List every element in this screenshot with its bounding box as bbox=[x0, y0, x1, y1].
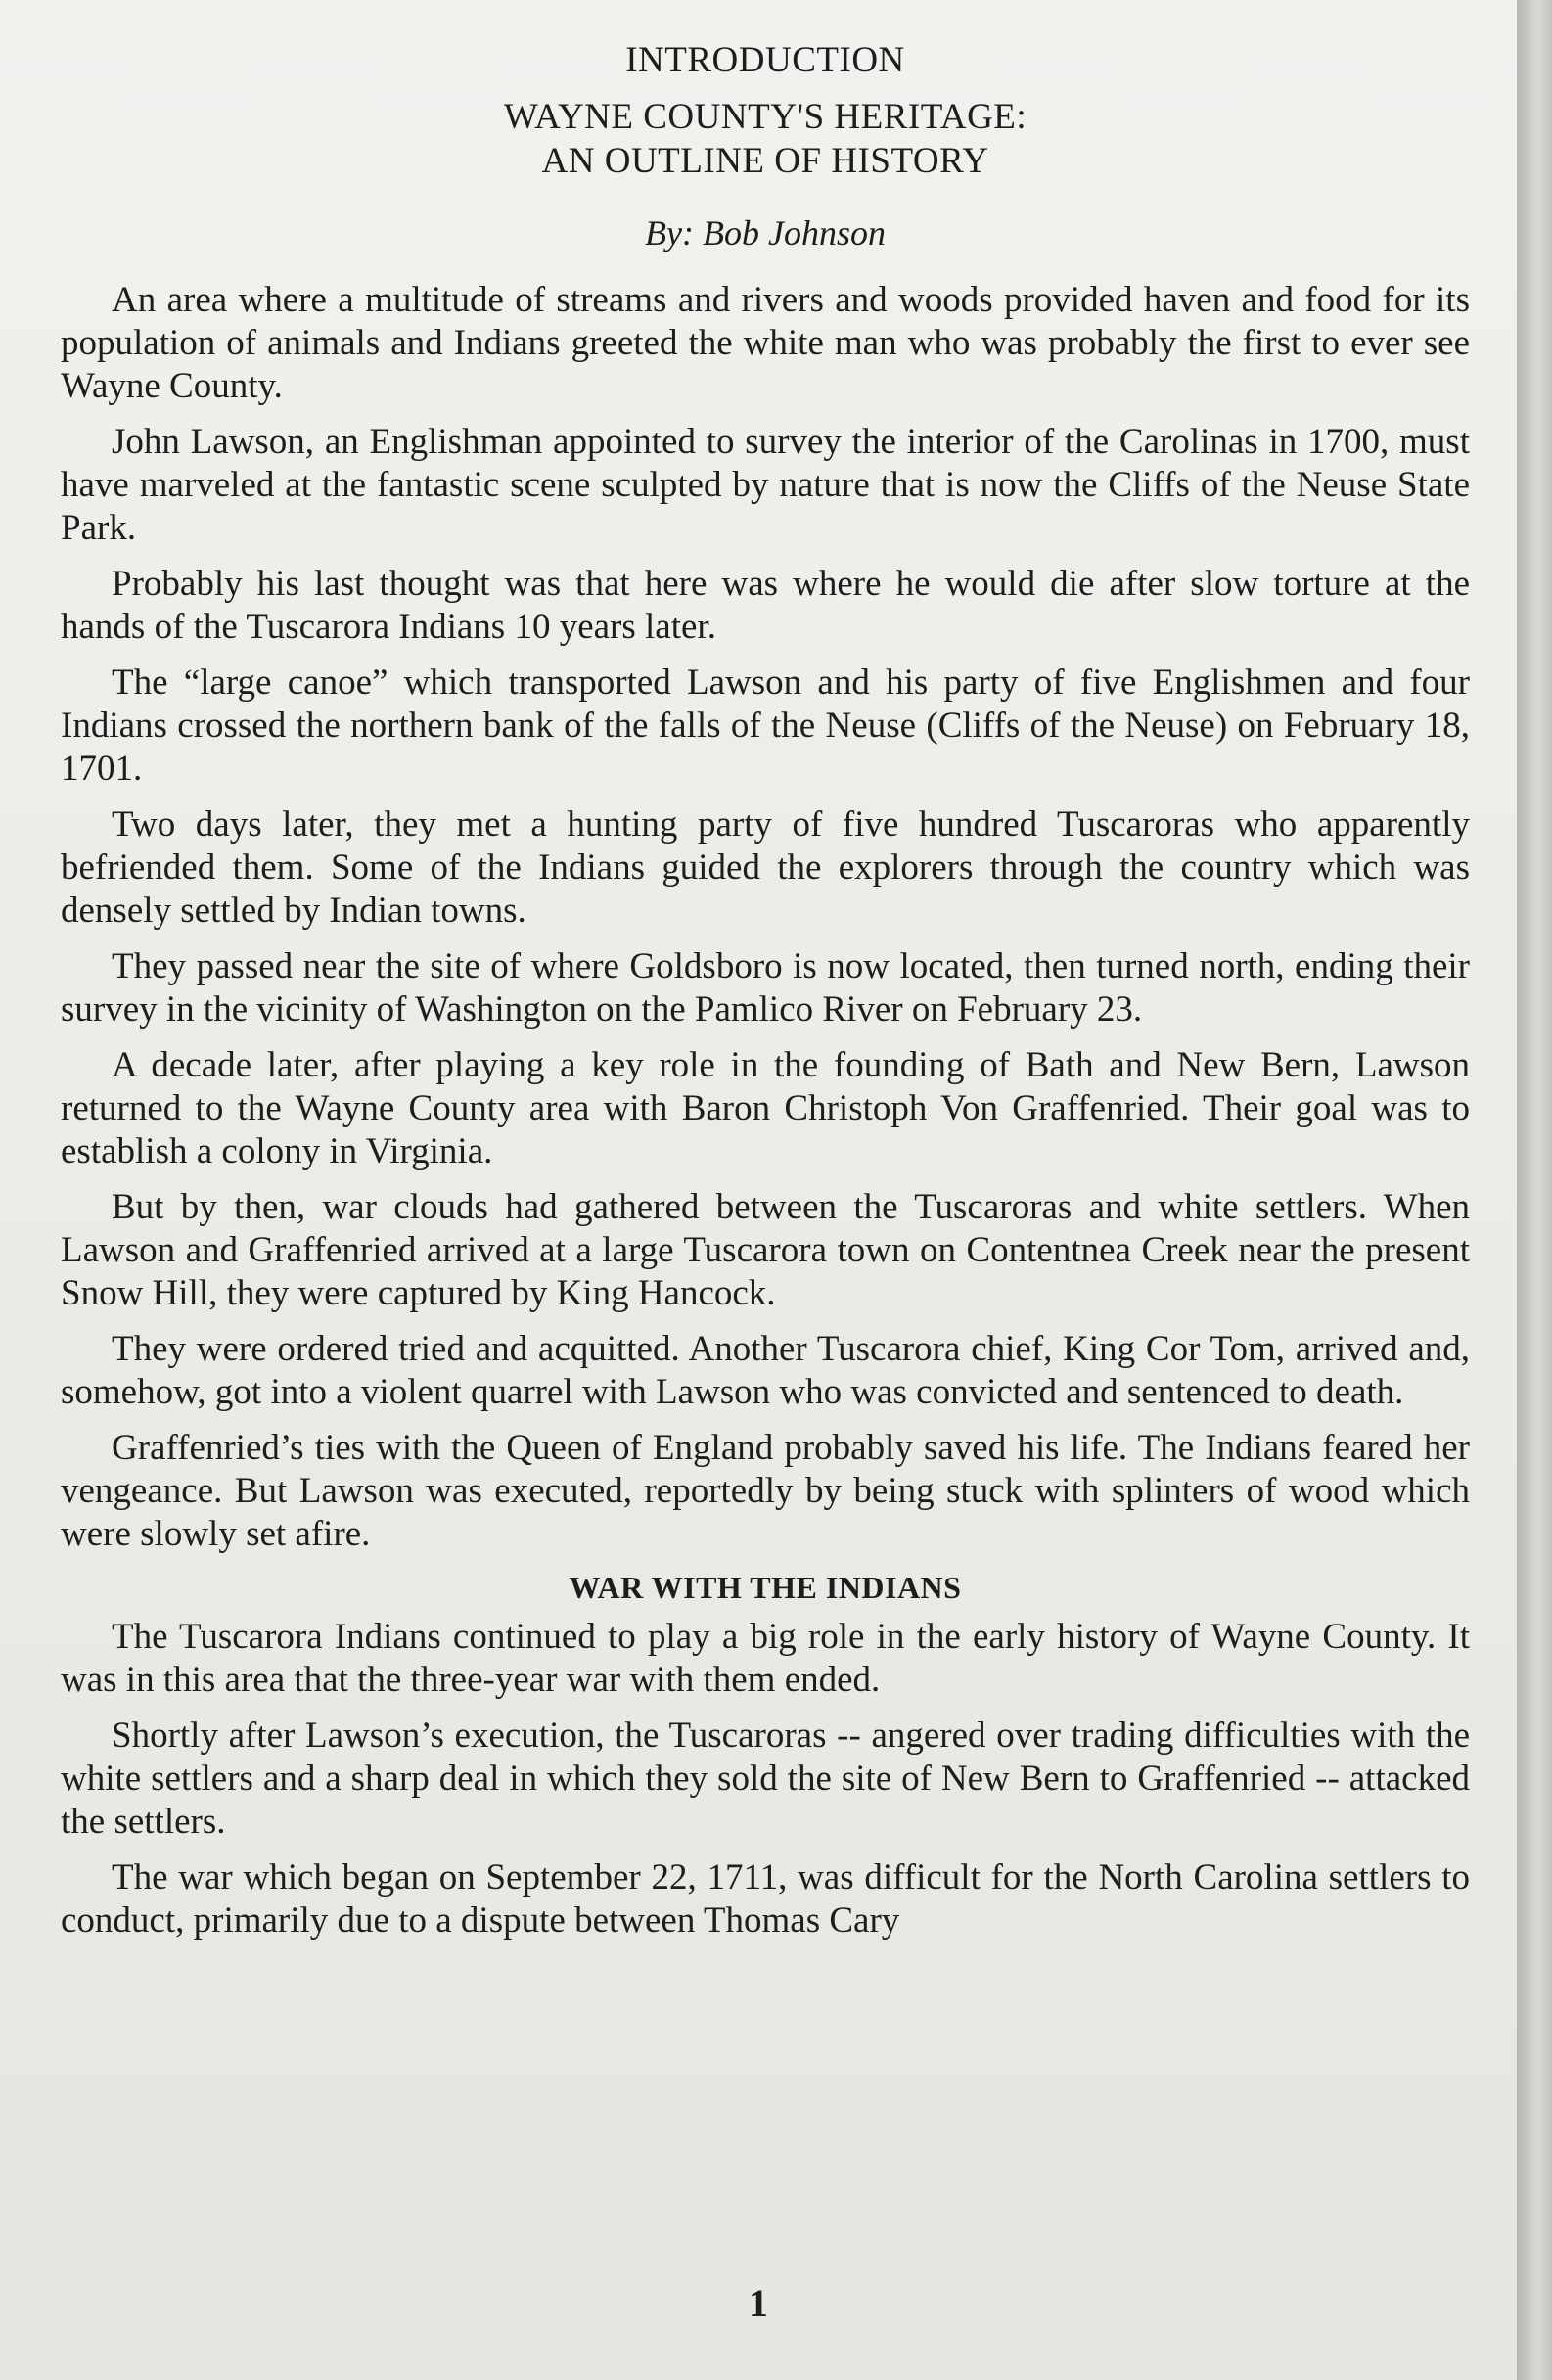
paragraph: Probably his last thought was that here was where he would die after slow torture at the hands of the Tuscarora Indians 10 years later. bbox=[61, 564, 1470, 648]
paragraph: A decade later, after playing a key role in the founding of Bath and New Bern, Lawson returned to the Wayne County area with Baron Christoph Von Graffenried. Their goal was to establish a colony in Virginia. bbox=[61, 1045, 1470, 1172]
section-heading-introduction: INTRODUCTION bbox=[625, 40, 905, 80]
section-heading-war: WAR WITH THE INDIANS bbox=[569, 1570, 962, 1606]
paragraph: Graffenried’s ties with the Queen of England probably saved his life. The Indians feared her vengeance. But Lawson was executed, reportedly by being stuck with splinters of wood which were slowly set afire. bbox=[61, 1428, 1470, 1555]
paragraph: They were ordered tried and acquitted. Another Tuscarora chief, King Cor Tom, arrived and, somehow, got into a violent quarrel with Lawson who was convicted and sentenced to death. bbox=[61, 1329, 1470, 1413]
paragraph: Two days later, they met a hunting party of five hundred Tuscaroras who apparently befriended them. Some of the Indians guided the explorers through the country which was densely settled by Indian towns. bbox=[61, 804, 1470, 932]
page-content bbox=[61, 39, 1470, 1955]
title bbox=[61, 96, 1470, 183]
paragraph: John Lawson, an Englishman appointed to survey the interior of the Carolinas in 1700, must have marveled at the fantastic scene sculpted by nature that is now the Cliffs of the Neuse State Park. bbox=[61, 422, 1470, 549]
page-edge bbox=[1517, 0, 1552, 2380]
title-line-2: AN OUTLINE OF HISTORY bbox=[541, 140, 989, 181]
paragraph: But by then, war clouds had gathered between the Tuscaroras and white settlers. When Lawson and Graffenried arrived at a large Tuscarora town on Contentnea Creek near the present Snow Hill, they were captured by King Hancock. bbox=[61, 1187, 1470, 1314]
paragraph: The “large canoe” which transported Lawson and his party of five Englishmen and four Indians crossed the northern bank of the falls of the Neuse (Cliffs of the Neuse) on February 18, 1701. bbox=[61, 663, 1470, 790]
paragraph: Shortly after Lawson’s execution, the Tuscaroras -- angered over trading difficulties with the white settlers and a sharp deal in which they sold the site of New Bern to Graffenried -- attacked the settlers. bbox=[61, 1716, 1470, 1843]
title-line-1: WAYNE COUNTY'S HERITAGE: bbox=[503, 97, 1027, 138]
paragraph: The war which began on September 22, 1711, was difficult for the North Carolina settlers to conduct, primarily due to a dispute between Thomas Cary bbox=[61, 1857, 1470, 1942]
paragraph: An area where a multitude of streams and rivers and woods provided haven and food for its population of animals and Indians greeted the white man who was probably the first to ever see Wayne County. bbox=[61, 280, 1470, 407]
paragraph: The Tuscarora Indians continued to play a big role in the early history of Wayne County. It was in this area that the three-year war with them ended. bbox=[61, 1617, 1470, 1701]
byline: By: Bob Johnson bbox=[645, 213, 886, 253]
page-number: 1 bbox=[749, 2281, 768, 2325]
paragraph: They passed near the site of where Goldsboro is now located, then turned north, ending their survey in the vicinity of Washington on the Pamlico River on February 23. bbox=[61, 946, 1470, 1030]
